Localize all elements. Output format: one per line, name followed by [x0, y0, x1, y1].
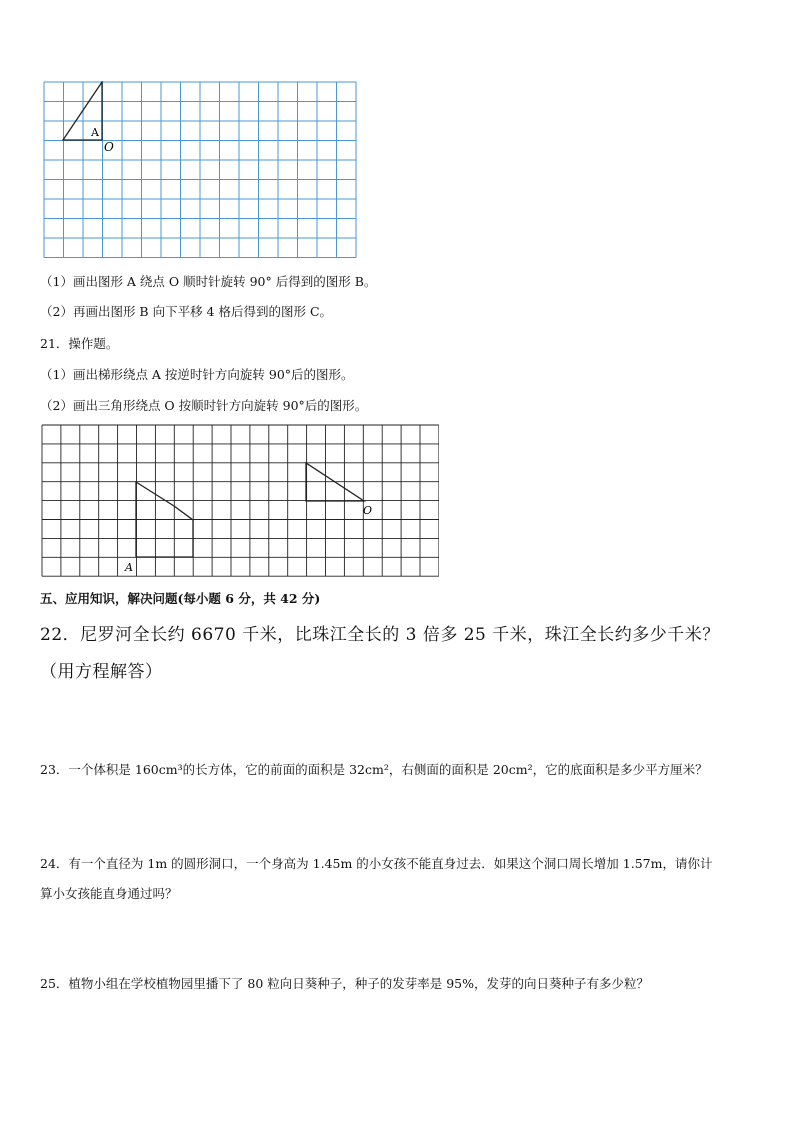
label-o: O: [104, 140, 114, 154]
section-5-heading: 五、应用知识，解决问题(每小题 6 分，共 42 分): [40, 591, 321, 606]
q20-step-2: （2）再画出图形 B 向下平移 4 格后得到的图形 C。: [40, 304, 333, 319]
q24-line-2: 算小女孩能直身通过吗？: [40, 886, 178, 901]
q24-line-1: 24．有一个直径为 1m 的圆形洞口，一个身高为 1.45m 的小女孩不能直身过去．如果这个洞口周长增加 1.57m，请你计: [40, 856, 713, 871]
label-a-2: A: [125, 561, 133, 574]
rotation-grid-2: [41, 424, 439, 578]
q21-step-2: （2）画出三角形绕点 O 按顺时针方向旋转 90°后的图形。: [40, 398, 368, 413]
q22-line-1: 22．尼罗河全长约 6670 千米，比珠江全长的 3 倍多 25 千米，珠江全长约多少千米？: [40, 625, 720, 645]
q25-text: 25．植物小组在学校植物园里播下了 80 粒向日葵种子，种子的发芽率是 95%，发芽的向日葵种子有多少粒？: [40, 976, 650, 991]
q20-step-1: （1）画出图形 A 绕点 O 顺时针旋转 90° 后得到的图形 B。: [40, 274, 377, 289]
q22-line-2: （用方程解答）: [40, 662, 163, 682]
label-o-2: O: [363, 504, 373, 517]
q21-title: 21．操作题。: [40, 336, 119, 351]
q23-text: 23．一个体积是 160cm³的长方体，它的前面的面积是 32cm²，右侧面的面积是 20cm²，它的底面积是多少平方厘米？: [40, 762, 708, 777]
q21-step-1: （1）画出梯形绕点 A 按逆时针方向旋转 90°后的图形。: [40, 367, 354, 382]
rotation-grid-1: [43, 81, 359, 259]
label-a: A: [91, 126, 99, 139]
